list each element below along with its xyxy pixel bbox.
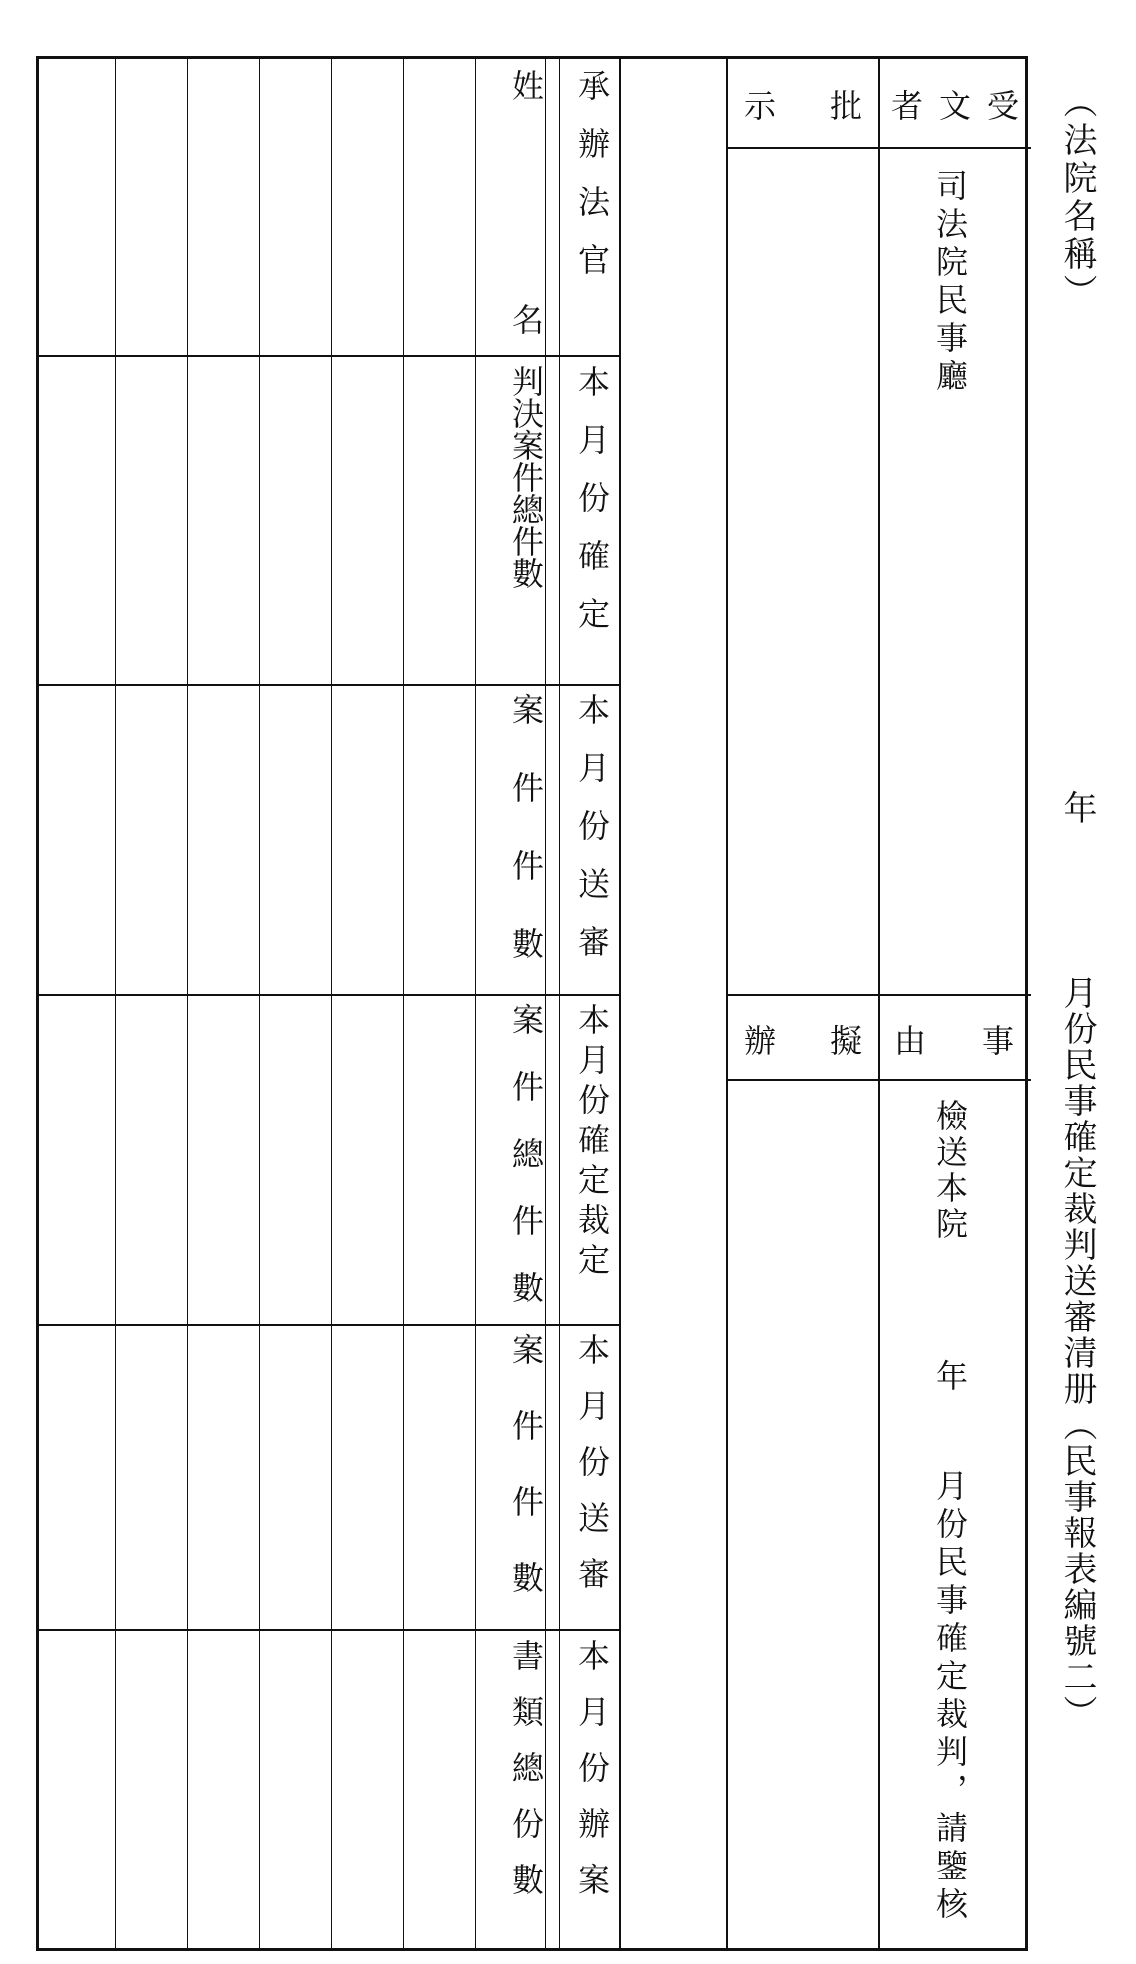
subject-value-year: 年 xyxy=(931,1359,969,1395)
subject-value-part1: 檢送本院 xyxy=(931,1099,969,1243)
row-header-judge: 承辦法官 xyxy=(573,69,611,301)
row-header-confirmed-judgments: 本月份確定 xyxy=(573,365,611,655)
row-header-sent-cases-sub: 案件件數 xyxy=(507,693,545,1005)
recipient-header: 受 文 者 xyxy=(891,87,1019,125)
row-header-judge-surname: 姓 xyxy=(507,69,545,105)
row-header-sent-rulings-sub: 案件件數 xyxy=(507,1333,545,1637)
subject-value-part2: 月份民事確定裁判，請鑒核 xyxy=(931,1469,969,1925)
court-name-title: （法院名稱） xyxy=(1057,84,1097,312)
row-header-judge-name: 名 xyxy=(507,303,545,339)
row-header-sent-cases: 本月份送審 xyxy=(573,693,611,983)
row-header-confirmed-judgments-sub: 判決案件總件數 xyxy=(507,365,545,589)
subject-header: 事 由 xyxy=(894,1022,1014,1060)
report-form xyxy=(36,56,1028,1951)
row-header-documents: 本月份辦案 xyxy=(573,1639,611,1919)
instruction-header: 批 示 xyxy=(744,87,862,125)
recipient-value: 司法院民事廳 xyxy=(931,169,969,397)
draft-header: 擬 辦 xyxy=(744,1022,862,1060)
row-header-confirmed-rulings: 本月份確定裁定 xyxy=(573,1003,611,1283)
row-header-confirmed-rulings-sub: 案件總件數 xyxy=(507,1003,545,1338)
report-title: 月份民事確定裁判送審清册（民事報表編號二） xyxy=(1057,975,1097,1731)
row-header-sent-rulings: 本月份送審 xyxy=(573,1333,611,1613)
year-label: 年 xyxy=(1057,790,1097,828)
row-header-documents-sub: 書類總份數 xyxy=(507,1639,545,1919)
